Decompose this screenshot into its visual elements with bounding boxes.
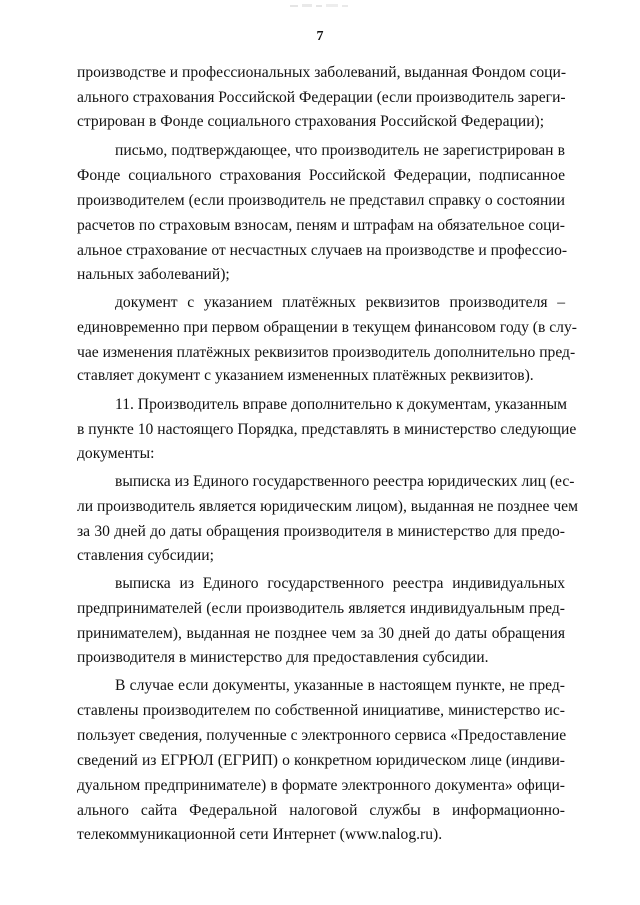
text-line: 11. Производитель вправе дополнительно к документам, указанным: [115, 396, 567, 413]
text-line: выписка из Единого государственного реестра юридических лиц (ес-: [115, 473, 575, 490]
text-line: единовременно при первом обращении в текущем финансовом году (в слу-: [77, 319, 577, 336]
text-line: ального сайта Федеральной налоговой службы в информационно-: [77, 802, 565, 819]
text-line: ставлены производителем по собственной инициативе, министерство ис-: [77, 702, 565, 719]
page-number: 7: [316, 29, 324, 44]
text-line: пользует сведения, полученные с электронного сервиса «Предоставление: [77, 727, 567, 744]
text-line: ли производитель является юридическим лицом), выданная не позднее чем: [77, 498, 578, 515]
text-line: документ с указанием платёжных реквизитов производителя –: [115, 294, 565, 311]
text-line: дуальном предпринимателе) в формате электронного документа» офици-: [77, 777, 565, 794]
text-line: документы:: [77, 445, 155, 462]
text-line: за 30 дней до даты обращения производителя в министерство для предо-: [77, 523, 565, 540]
text-line: телекоммуникационной сети Интернет (www.nalog.ru).: [77, 826, 443, 843]
text-line: чае изменения платёжных реквизитов производитель дополнительно пред-: [77, 344, 576, 361]
text-line: В случае если документы, указанные в настоящем пункте, не пред-: [115, 677, 565, 694]
text-line: нальных заболеваний);: [77, 266, 230, 283]
text-line: производстве и профессиональных заболеваний, выданная Фондом соци-: [77, 64, 567, 81]
scan-artifact: [290, 3, 350, 9]
text-line: производителя в министерство для предоставления субсидии.: [77, 649, 489, 666]
text-line: Фонде социального страхования Российской Федерации, подписанное: [77, 167, 565, 184]
text-line: ставления субсидии;: [77, 547, 214, 564]
text-line: расчетов по страховым взносам, пеням и штрафам на обязательное соци-: [77, 217, 565, 234]
text-line: принимателем), выданная не позднее чем за 30 дней до даты обращения: [77, 625, 565, 642]
text-line: сведений из ЕГРЮЛ (ЕГРИП) о конкретном юридическом лице (индиви-: [77, 752, 565, 769]
text-line: стрирован в Фонде социального страхования Российской Федерации);: [77, 113, 545, 130]
text-line: ставляет документ с указанием измененных платёжных реквизитов).: [77, 367, 534, 384]
text-line: производителем (если производитель не представил справку о состоянии: [77, 192, 565, 209]
text-line: альное страхование от несчастных случаев на производстве и профессио-: [77, 242, 568, 259]
text-line: предпринимателей (если производитель является индивидуальным пред-: [77, 600, 565, 617]
text-line: выписка из Единого государственного реестра индивидуальных: [115, 575, 565, 592]
text-line: в пункте 10 настоящего Порядка, представлять в министерство следующие: [77, 421, 577, 438]
text-line: письмо, подтверждающее, что производитель не зарегистрирован в: [115, 142, 565, 159]
text-line: ального страхования Российской Федерации (если производитель зареги-: [77, 89, 566, 106]
